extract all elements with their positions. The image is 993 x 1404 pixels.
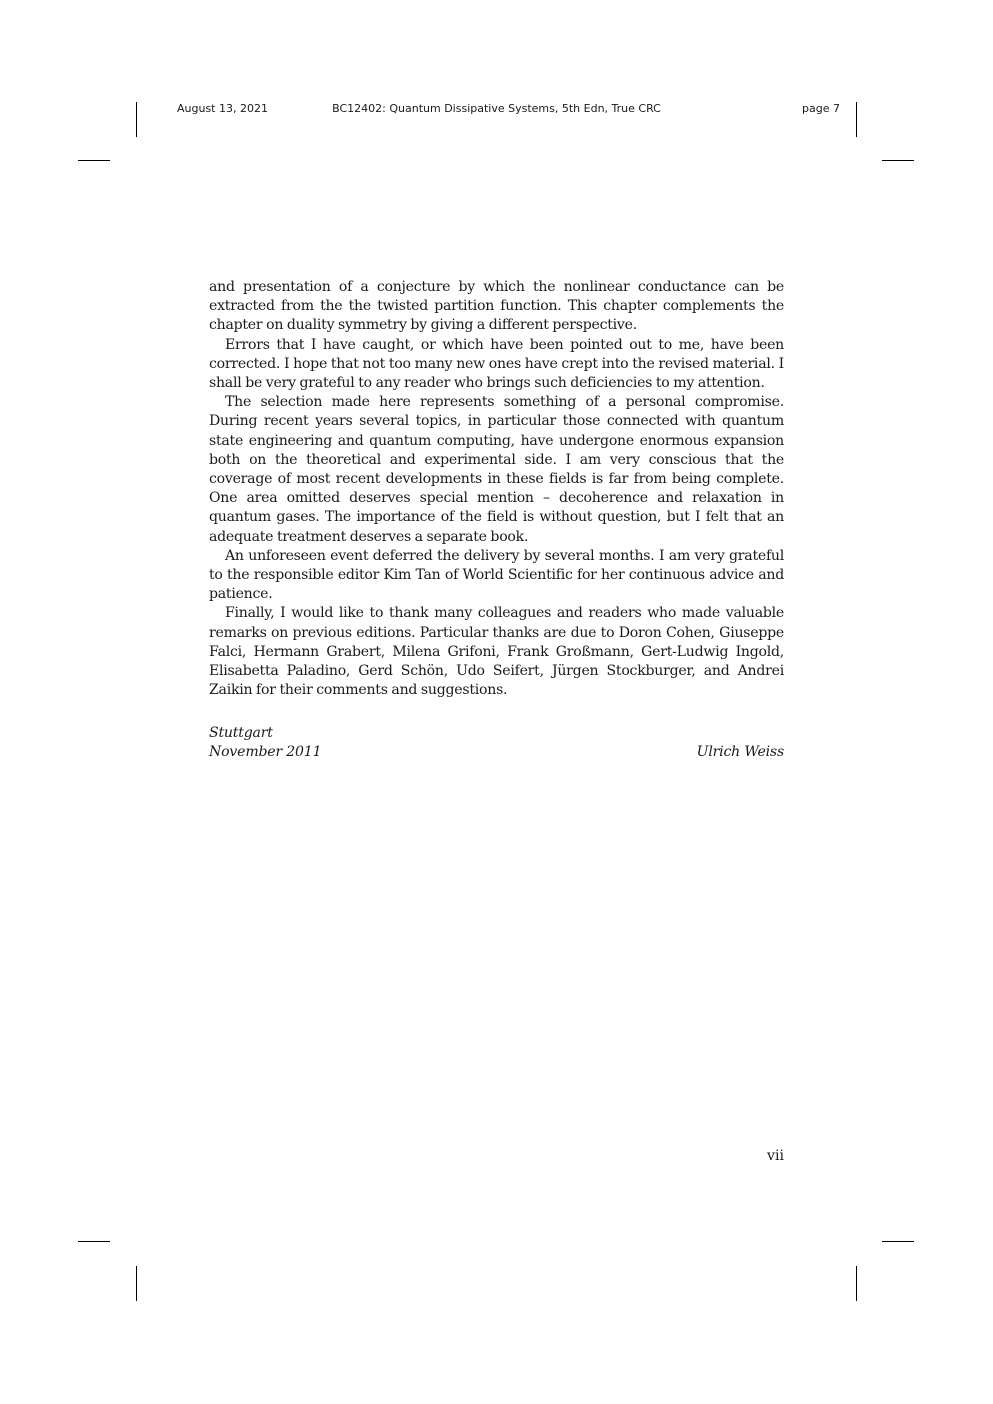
crop-mark-bottom-left-horizontal bbox=[78, 1241, 110, 1242]
paragraph: The selection made here represents something of a personal compromise. During recent years several topics, in particular those connected with quantum state engineering and quantum computing, have undergone enormous expansion both on the theoretical and experimental side. I am very conscious that the coverage of most recent developments in these fields is far from being complete. One area omitted deserves special mention – decoherence and relaxation in quantum gases. The importance of the field is without question, but I felt that an adequate treatment deserves a separate book. bbox=[209, 394, 784, 545]
signature-row bbox=[209, 743, 784, 762]
crop-mark-bottom-right-horizontal bbox=[882, 1241, 914, 1242]
preface-body bbox=[209, 278, 784, 700]
signature-block bbox=[209, 724, 784, 762]
paragraph: An unforeseen event deferred the delivery by several months. I am very grateful to the responsible editor Kim Tan of World Scientific for her continuous advice and patience. bbox=[209, 547, 784, 603]
paragraph: Finally, I would like to thank many colleagues and readers who made valuable remarks on previous editions. Particular thanks are due to Doron Cohen, Giuseppe Falci, Hermann Grabert, Milena Grifoni, Frank Großmann, Gert-Ludwig Ingold, Elisabetta Paladino, Gerd Schön, Udo Seifert, Jürgen Stockburger, and Andrei Zaikin for their comments and suggestions. bbox=[209, 605, 784, 699]
header-title: BC12402: Quantum Dissipative Systems, 5th Edn, True CRC bbox=[332, 102, 661, 115]
crop-mark-top-left-horizontal bbox=[78, 160, 110, 161]
crop-mark-bottom-left-vertical bbox=[136, 1266, 137, 1301]
signature-author: Ulrich Weiss bbox=[696, 744, 784, 761]
header-page-number: page 7 bbox=[802, 102, 840, 115]
folio-page-number: vii bbox=[767, 1148, 784, 1164]
paragraph: and presentation of a conjecture by which the nonlinear conductance can be extracted from the the twisted partition function. This chapter complements the chapter on duality symmetry by giving a different perspective. bbox=[209, 279, 784, 334]
signature-place: Stuttgart bbox=[209, 725, 273, 741]
header-date: August 13, 2021 bbox=[177, 102, 268, 115]
crop-mark-bottom-right-vertical bbox=[856, 1266, 857, 1301]
signature-date: November 2011 bbox=[209, 744, 322, 761]
paragraph: Errors that I have caught, or which have been pointed out to me, have been corrected. I hope that not too many new ones have crept into the revised material. I shall be very grateful to any reader who brings such deficiencies to my attention. bbox=[209, 336, 784, 392]
crop-mark-top-left-vertical bbox=[136, 102, 137, 137]
crop-mark-top-right-horizontal bbox=[882, 160, 914, 161]
crop-mark-top-right-vertical bbox=[856, 102, 857, 137]
